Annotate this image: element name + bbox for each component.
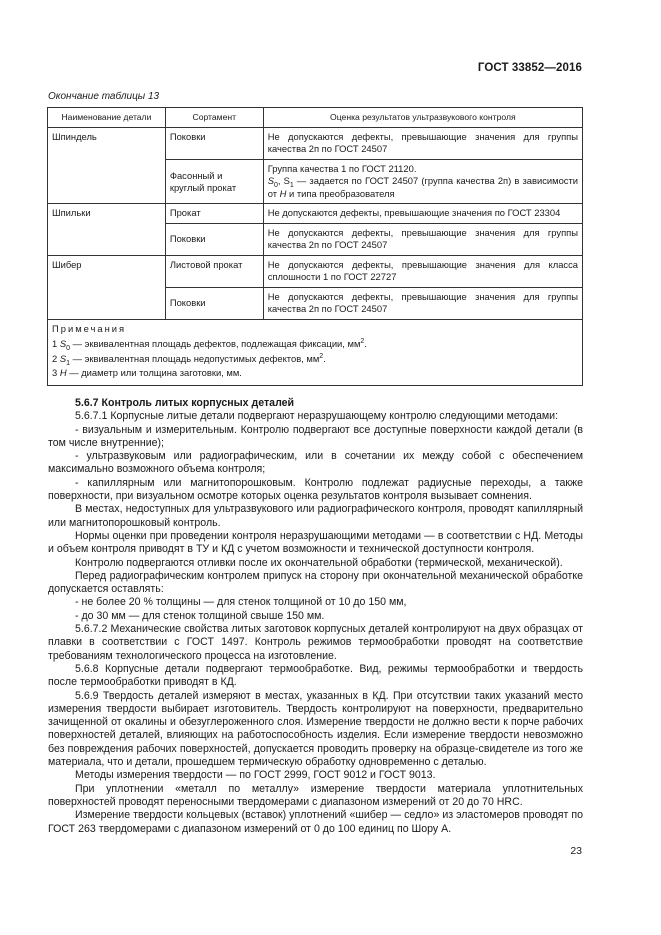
body-text: [48, 397, 583, 836]
part-name-studs: Шпильки: [48, 204, 166, 256]
paragraph: 5.6.9 Твердость деталей измеряют в местах, указанных в КД. При отсутствии таких указаний место измерения твердости выбирает изготовитель. Твердость контролируют на поверхности, предварительно зачищенной от окалины и обезуглероженного слоя. Измерение твердости не должно вести к порче рабочих поверхностей деталей, влияющих на работоспособность изделия. Если измерение твердости невозможно без повреждения рабочих поверхностей, допускается проводить проверку на образце-свидетеле из того же материала, что и детали, прошедшем термическую обработку одновременно с деталью.: [48, 689, 583, 769]
paragraph: Измерение твердости кольцевых (вставок) уплотнений «шибер — седло» из эластомеров проводят по ГОСТ 263 твердомерами с диапазоном измерений от 0 до 100 единиц по Шору А.: [48, 809, 583, 835]
paragraph: - не более 20 % толщины — для стенок толщиной от 10 до 150 мм,: [75, 596, 407, 609]
paragraph: 5.6.8 Корпусные детали подвергают термообработке. Вид, режимы термообработки и твердость после термообработки приводят в КД.: [48, 662, 583, 689]
evaluation-cell: Не допускаются дефекты, превышающие значения по ГОСТ 23304: [263, 204, 582, 224]
paragraph: - до 30 мм — для стенок толщиной свыше 150 мм.: [75, 609, 325, 622]
section-title: 5.6.7 Контроль литых корпусных деталей: [75, 397, 295, 409]
table-13: [47, 107, 583, 386]
paragraph: 5.6.7.2 Механические свойства литых заготовок корпусных деталей контролируют на двух образцах от плавки в соответствии с ГОСТ 1497. Контроль режимов термообработки проводят на соответствие требованиям технологического процесса на изготовление.: [48, 623, 583, 662]
evaluation-cell: Не допускаются дефекты, превышающие значения для класса сплошности 1 по ГОСТ 22727: [263, 255, 582, 287]
col-header-part-name: Наименование детали: [48, 108, 166, 128]
paragraph: Нормы оценки при проведении контроля неразрушающими методами — в соответствии с НД. Методы и объем контроля приводят в ТУ и КД с учетом возможности и технической доступности контроля.: [48, 529, 583, 556]
assortment-cell: Листовой прокат: [165, 255, 263, 287]
note-1: 1 $S_0$ — эквивалентная площадь дефектов, подлежащая фиксации, $мм^2$.: [52, 337, 367, 352]
col-header-ut-evaluation: Оценка результатов ультразвукового контроля: [263, 108, 582, 128]
paragraph: 5.6.7.1 Корпусные литые детали подвергают неразрушающему контролю следующими методами:: [75, 410, 559, 423]
assortment-cell: [165, 159, 263, 204]
paragraph: - капиллярным или магнитопорошковым. Контролю подлежат радиусные переходы, а также поверхности, при визуальном осмотре которых оценка результатов контроля вызывает сомнения.: [48, 476, 583, 503]
table-row: [48, 127, 583, 159]
paragraph: - ультразвуковым или радиографическим, или в сочетании их между собой с обеспечением максимально возможного объема контроля;: [48, 450, 583, 476]
evaluation-cell: [263, 159, 582, 204]
paragraph: Методы измерения твердости — по ГОСТ 2999, ГОСТ 9012 и ГОСТ 9013.: [75, 769, 436, 782]
table-header-row: [48, 108, 583, 128]
note-3: 3 H — диаметр или толщина заготовки, мм.: [52, 367, 242, 378]
col-header-assortment: Сортамент: [165, 108, 263, 128]
assortment-cell: Прокат: [165, 204, 263, 224]
assortment-cell: Поковки: [165, 287, 263, 319]
paragraph: В местах, недоступных для ультразвукового или радиографического контроля, проводят капиллярный или магнитопорошковый контроль.: [48, 503, 583, 529]
part-name-gate: Шибер: [48, 255, 166, 319]
table-row: [48, 204, 583, 224]
paragraph: Контролю подвергаются отливки после их окончательной обработки (термической, механической).: [75, 556, 563, 569]
assortment-cell: Поковки: [165, 127, 263, 159]
note-2: 2 $S_1$ — эквивалентная площадь недопустимых дефектов, $мм^2$.: [52, 352, 326, 367]
assortment-text: Фасонный и круглый прокат: [169, 169, 237, 193]
table-notes-row: [48, 319, 583, 385]
table-caption: Окончание таблицы 13: [48, 91, 160, 102]
evaluation-cell: Не допускаются дефекты, превышающие значения для группы качества 2п по ГОСТ 24507: [263, 223, 582, 255]
evaluation-cell: Не допускаются дефекты, превышающие значения для группы качества 2п по ГОСТ 24507: [263, 127, 582, 159]
paragraph: При уплотнении «металл по металлу» измерение твердости материала уплотнительных поверхностей проводят переносными твердомерами с диапазоном измерений от 20 до 70 HRC.: [48, 782, 583, 808]
notes-title: Примечания: [52, 322, 127, 334]
paragraph: - визуальным и измерительным. Контролю подвергают все доступные поверхности каждой детали (в том числе внутренние);: [48, 423, 583, 449]
page-number: 23: [570, 845, 582, 857]
assortment-cell: Поковки: [165, 223, 263, 255]
evaluation-cell: Не допускаются дефекты, превышающие значения для группы качества 2п по ГОСТ 24507: [263, 287, 582, 319]
paragraph: Перед радиографическим контролем припуск на сторону при окончательной механической обработке допускается оставлять:: [48, 569, 583, 596]
evaluation-line: Группа качества 1 по ГОСТ 21120.: [267, 162, 417, 174]
part-name-spindle: Шпиндель: [48, 127, 166, 204]
evaluation-line: $S_0$, $S_1$ — задается по ГОСТ 24507 (группа качества 2п) в зависимости от H и типа преобразователя: [267, 175, 578, 199]
document-id: ГОСТ 33852—2016: [477, 62, 582, 74]
table-row: [48, 255, 583, 287]
table-notes: [48, 319, 583, 385]
